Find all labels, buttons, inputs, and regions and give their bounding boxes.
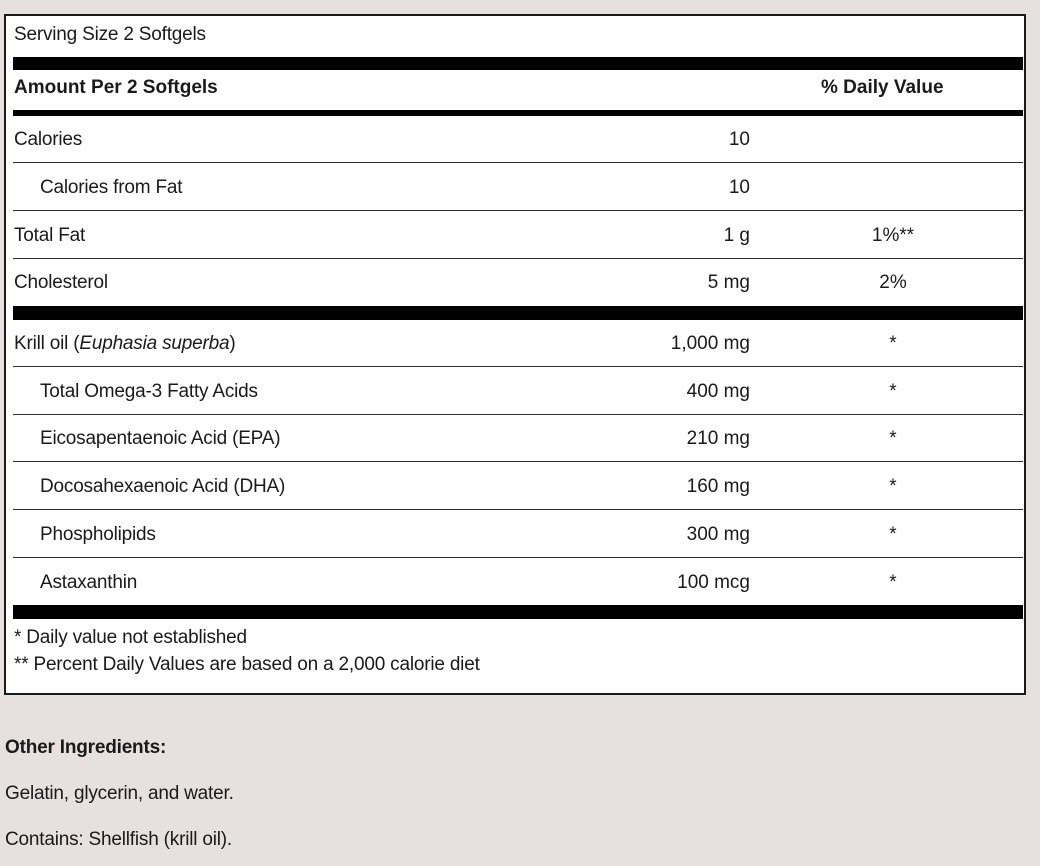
krill-prefix: Krill oil ( (14, 333, 80, 354)
nutrient-row-dha (13, 463, 1023, 510)
allergen-statement: Contains: Shellfish (krill oil). (5, 829, 232, 850)
nutrient-amount: 160 mg (686, 476, 750, 497)
daily-value-label: % Daily Value (821, 77, 944, 98)
nutrient-name: Calories from Fat (40, 177, 183, 198)
nutrient-name (14, 320, 235, 367)
serving-size: Serving Size 2 Softgels (14, 24, 206, 45)
nutrient-daily-value: 2% (879, 272, 907, 293)
nutrient-row-astaxanthin (13, 559, 1023, 606)
nutrient-amount: 10 (728, 129, 750, 150)
nutrient-daily-value: * (889, 381, 897, 402)
krill-species: Euphasia superba (79, 333, 230, 354)
nutrient-amount: 300 mg (686, 524, 750, 545)
nutrient-row-krill-oil (13, 320, 1023, 367)
nutrient-row-cholesterol (13, 259, 1023, 306)
nutrient-amount: 1,000 mg (670, 333, 750, 354)
nutrient-row-phospholipids (13, 511, 1023, 558)
nutrient-amount: 5 mg (707, 272, 750, 293)
thick-divider-middle (13, 306, 1023, 320)
other-ingredients-list: Gelatin, glycerin, and water. (5, 783, 234, 804)
nutrient-row-omega-3 (13, 368, 1023, 415)
nutrient-name: Phospholipids (40, 524, 156, 545)
thick-divider-bottom (13, 605, 1023, 619)
nutrient-amount: 1 g (723, 225, 750, 246)
footnote-daily-value: * Daily value not established (14, 627, 247, 648)
nutrient-amount: 100 mcg (677, 572, 750, 593)
amount-per-serving-label: Amount Per 2 Softgels (14, 77, 218, 98)
nutrient-daily-value: * (889, 572, 897, 593)
nutrient-amount: 10 (728, 177, 750, 198)
footnote-percent-daily: ** Percent Daily Values are based on a 2,000 calorie diet (14, 654, 480, 675)
nutrient-name: Calories (14, 129, 83, 150)
other-ingredients-heading: Other Ingredients: (5, 737, 167, 758)
supplement-facts-panel (4, 14, 1026, 695)
nutrient-daily-value: * (889, 428, 897, 449)
thick-divider-top (13, 57, 1023, 70)
nutrient-daily-value: * (889, 333, 897, 354)
table-header (13, 71, 1023, 109)
nutrient-name: Cholesterol (14, 272, 108, 293)
nutrient-name: Astaxanthin (40, 572, 138, 593)
nutrient-daily-value: * (889, 476, 897, 497)
nutrient-row-epa (13, 415, 1023, 462)
nutrient-amount: 210 mg (686, 428, 750, 449)
krill-suffix: ) (229, 333, 236, 354)
nutrient-daily-value: * (889, 524, 897, 545)
nutrient-name: Total Omega-3 Fatty Acids (40, 381, 258, 402)
nutrient-daily-value: 1%** (871, 225, 915, 246)
nutrient-name: Total Fat (14, 225, 86, 246)
nutrient-name: Eicosapentaenoic Acid (EPA) (40, 428, 281, 449)
nutrient-name: Docosahexaenoic Acid (DHA) (40, 476, 286, 497)
nutrient-amount: 400 mg (686, 381, 750, 402)
nutrient-row-calories-from-fat (13, 164, 1023, 211)
nutrient-row-total-fat (13, 212, 1023, 259)
nutrient-row-calories (13, 116, 1023, 163)
